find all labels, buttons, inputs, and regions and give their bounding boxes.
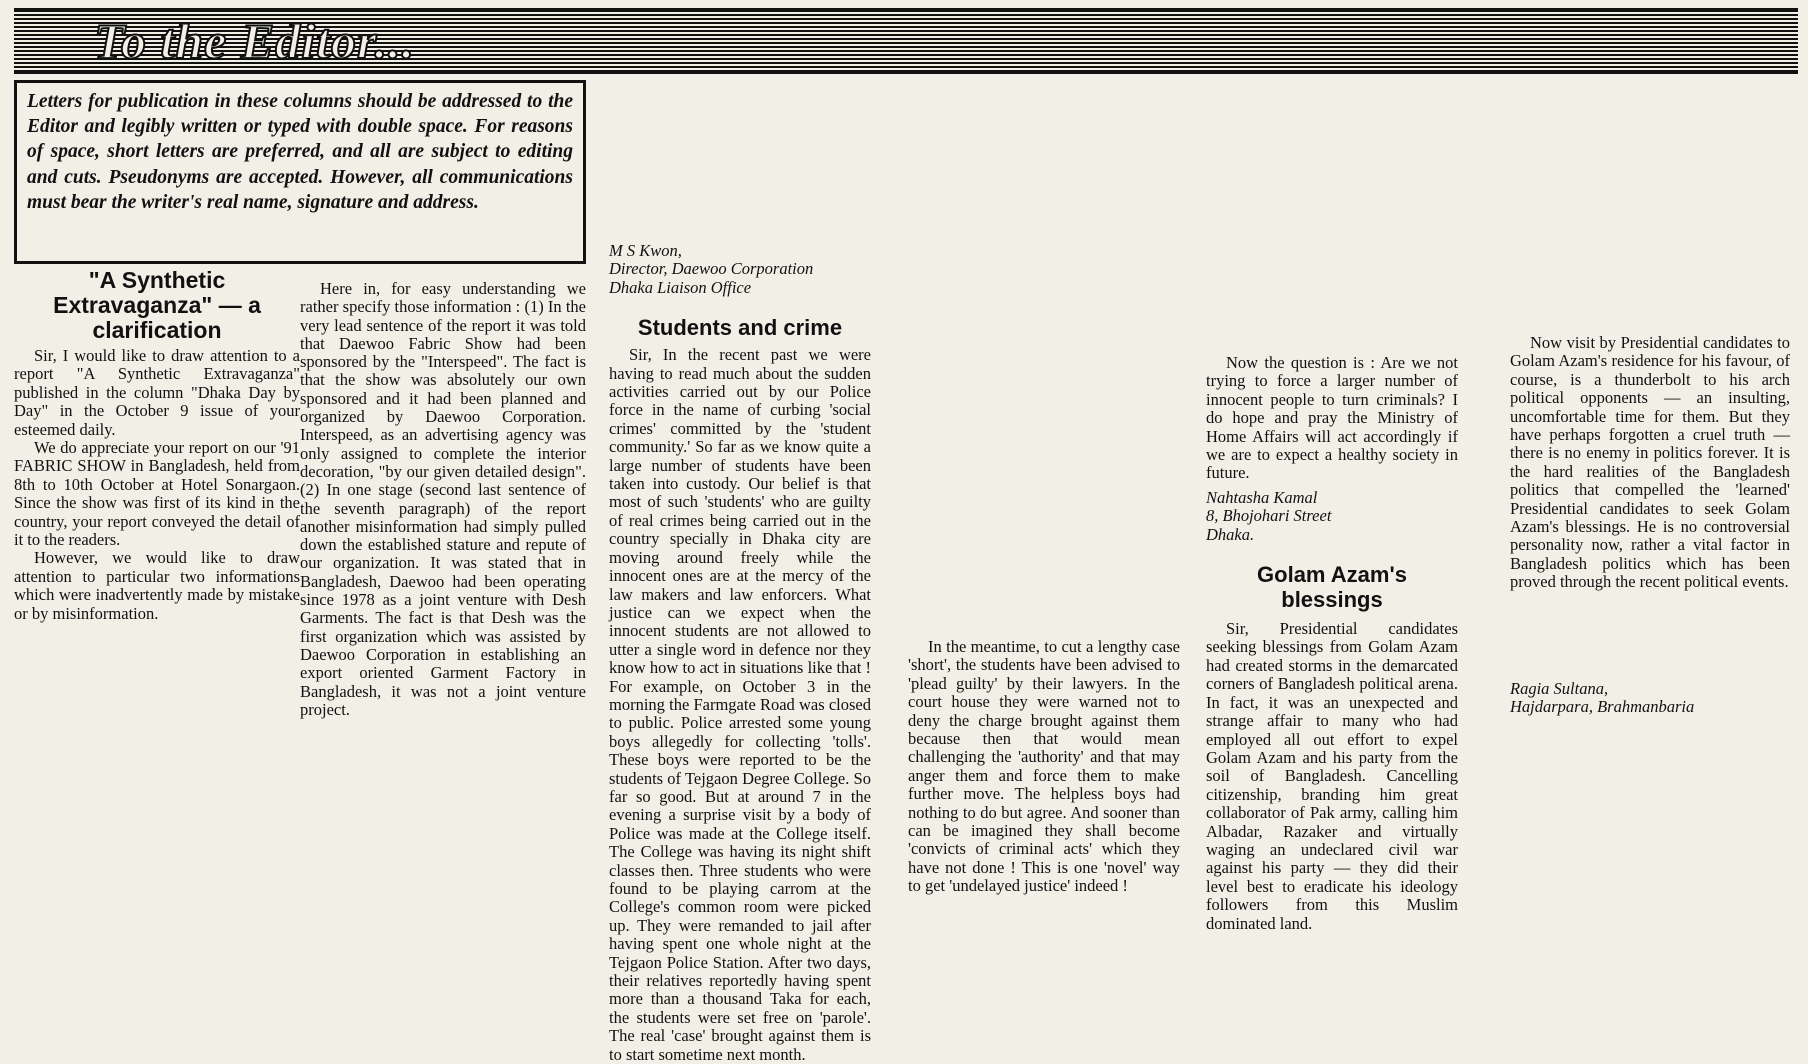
submission-notice: Letters for publication in these columns should be addressed to the Editor and legibly written or typed with double space. For reasons of space, short letters are preferred, and all are subject to editing and cuts. Pseudonyms are accepted. However, all communications must bear the writer's real name, signature and address. [14, 80, 586, 264]
column-6 [1510, 78, 1790, 717]
letter2-paragraph: In the meantime, to cut a lengthy case 'short', the students have been advised to 'plead guilty' by their lawyers. In the court house they were warned not to deny the charge brought against them because then that would mean challenging the 'authority' and that may anger them and force them to make further move. The helpless boys had nothing to do but agree. And sooner than can be imagined they shall become 'convicts of criminal acts' which they have not done ! This is one 'novel' way to get 'undelayed justice' indeed ! [908, 637, 1180, 896]
letter3-paragraph: Sir, Presidential candidates seeking blessings from Golam Azam had created storms in the demarcated corners of Bangladesh political arena. In fact, it was an unexpected and strange affair to many who had employed all out effort to expel Golam Azam and his party from the soil of Bangladesh. Cancelling citizenship, branding him great collaborator of Pak army, calling him Albadar, Razaker and virtually waging an undeclared civil war against his party — they did their level best to eradicate his ideology followers from this Muslim dominated land. [1206, 619, 1458, 933]
letter3-signature-address: Hajdarpara, Brahmanbaria [1510, 697, 1695, 717]
letter1-headline: "A Synthetic Extravaganza" — a clarification [53, 267, 261, 343]
letter1-paragraph: However, we would like to draw attention to particular two informations which were inadvertently made by mistake or by misinformation. [14, 548, 300, 623]
letter2-signature-address: 8, Bhojohari Street [1206, 506, 1332, 526]
letter2-headline: Students and crime [637, 315, 843, 341]
column-4 [908, 78, 1180, 896]
letter2-continuation-space [908, 78, 1180, 638]
editor-header [14, 8, 1798, 74]
letter1-paragraph: Sir, I would like to draw attention to a report "A Synthetic Extravaganza" published in the column "Dhaka Day by Day" in the October 9 issue of your esteemed daily. [14, 346, 300, 439]
letter3-headline: Golam Azam's blessings [1257, 562, 1407, 613]
letter1-signature-title: Director, Daewoo Corporation [609, 259, 814, 279]
letter3-paragraph: Now visit by Presidential candidates to Golam Azam's residence for his favour, of course, is a thunderbolt to his arch political opponents — an insulting, uncomfortable time for them. But they have perhaps forgotten a cruel truth — there is no enemy in politics forever. It is the hard realities of the Bangladesh politics that compelled the 'learned' Presidential candidates to seek Golam Azam's blessings. He is no controversial personality now, rather a vital factor in Bangladesh politics which has been proved through the recent political events. [1510, 333, 1790, 592]
column-3 [609, 78, 871, 1064]
letter1-signature-name: M S Kwon, [609, 241, 682, 260]
letter1-paragraph: Here in, for easy understanding we rather specify those information : (1) In the very lead sentence of the report it was told that Daewoo Fabric Show had been sponsored by the "Interspeed". The fact is that the show was absolutely our own sponsored and it had been planned and organized by Daewoo Corporation. Interspeed, as an advertising agency was only assigned to complete the interior decoration, "by our given detailed design". (2) In one stage (second last sentence of the seventh paragraph) of the report another misinformation had simply pulled down the established stature and repute of our organization. It was stated that in Bangladesh, Daewoo had been operating since 1978 as a joint venture with Desh Garments. The fact is that Desh was the first organization which was assisted by Daewoo Corporation in establishing an export oriented Garment Factory in Bangladesh, it was not a joint venture project. [300, 279, 586, 719]
letter1-paragraph: We do appreciate your report on our '91 FABRIC SHOW in Bangladesh, held from 8th to 10th October at Hotel Sonargaon. Since the show was first of its kind in the country, your report conveyed the detail of it to the readers. [14, 438, 300, 550]
letter3-continuation-space [1510, 78, 1790, 334]
letter2-paragraph: Now the question is : Are we not trying to force a larger number of innocent people to turn criminals? I do hope and pray the Ministry of Home Affairs will act accordingly if we are to expect a healthy society in future. [1206, 353, 1458, 483]
letter2-signature-city: Dhaka. [1206, 524, 1255, 544]
header-title: To the Editor... [94, 13, 416, 69]
column-2 [300, 280, 586, 719]
letter2-signature-name: Nahtasha Kamal [1206, 487, 1318, 507]
column-1 [14, 268, 300, 623]
letter1-continuation-space [609, 78, 871, 242]
letter1-signature-office: Dhaka Liaison Office [609, 277, 752, 297]
letter3-signature-name: Ragia Sultana, [1510, 679, 1609, 698]
column-5 [1206, 78, 1458, 933]
letter2-paragraph: Sir, In the recent past we were having to read much about the sudden activities carried out by our Police force in the name of curbing 'social crimes' committed by the 'student community.' So far as we know quite a large number of students have been taken into custody. Our belief is that most of such 'students' who are guilty of real crimes being carried out in the country specially in Dhaka city are moving around freely while the innocent ones are at the mercy of the law makers and law enforcers. What justice can we expect when the innocent students are not allowed to utter a single word in defence nor they know how to act in situations like that ! For example, on October 3 in the morning the Farmgate Road was closed to public. Police arrested some young boys allegedly for collecting 'tolls'. These boys were reported to be the students of Tejgaon Degree College. So far so good. But at around 7 in the evening a surprise visit by a body of Police was made at the College itself. The College was having its night shift classes then. Three students who were found to be playing carrom at the College's common room were picked up. They were remanded to jail after having spent one whole night at the Tejgaon Police Station. After two days, their relatives reportedly having spent more than a thousand Taka for each, the students were set free on 'parole'. The real 'case' brought against them is to start sometime next month. [609, 345, 871, 1064]
